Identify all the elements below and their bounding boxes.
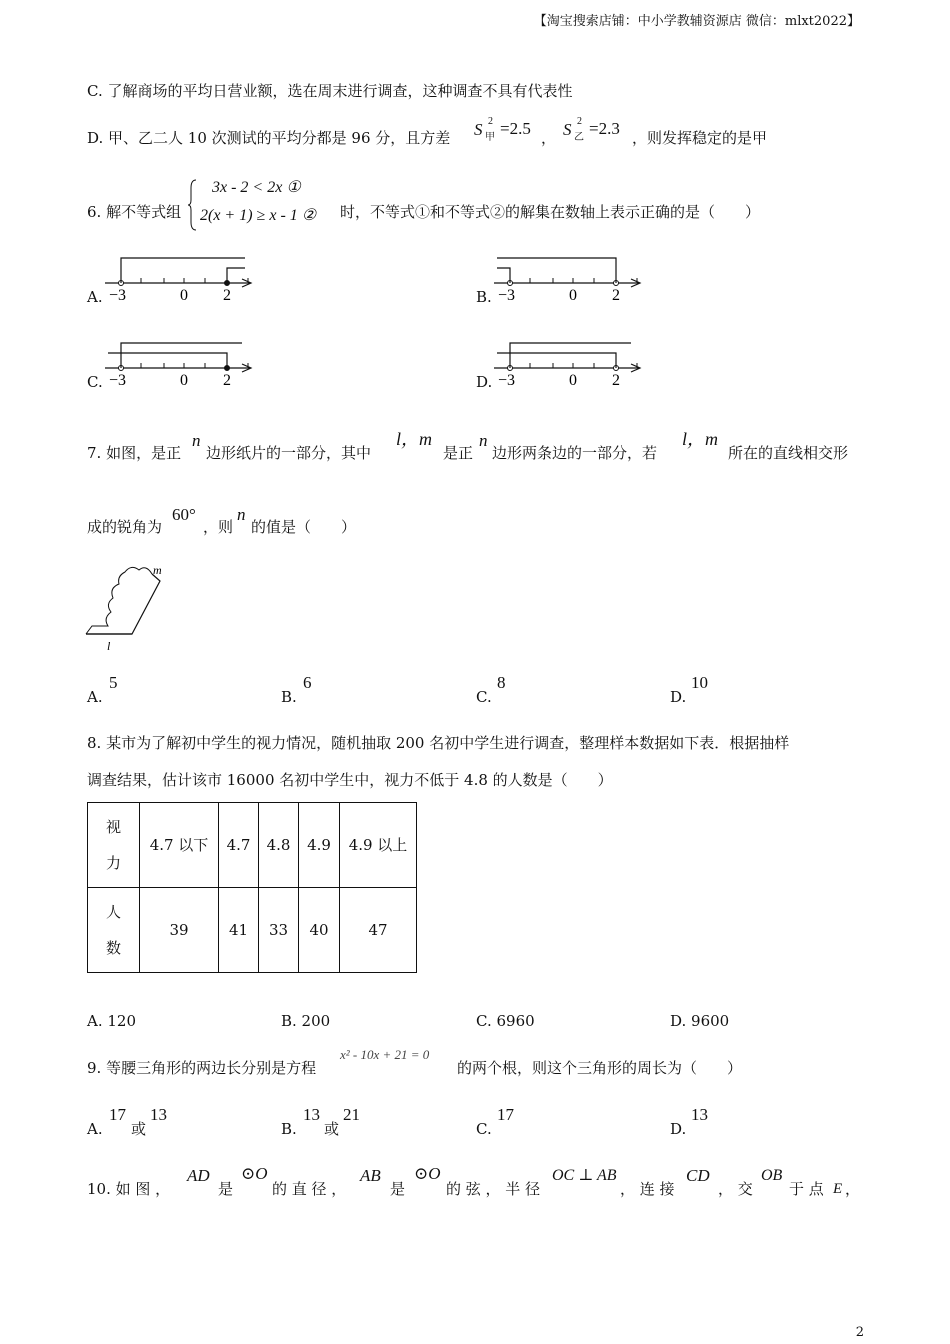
q7-option-a-label: A.: [87, 688, 103, 706]
q6-option-c-label: C.: [87, 373, 103, 391]
q6-b-tick-0: 0: [569, 287, 577, 304]
table-header-cell: 4.7 以下: [140, 803, 219, 888]
q7-option-b-value: 6: [303, 673, 312, 692]
q10-ab: AB: [360, 1166, 381, 1185]
q6-c-tick-2: 2: [223, 372, 231, 389]
q9-option-c-value: 17: [497, 1105, 514, 1124]
q6-option-b-label: B.: [476, 288, 492, 306]
q8-option-a: A. 120: [87, 1012, 136, 1030]
q10-perpendicular: OC ⊥ AB: [552, 1167, 617, 1184]
q7-text-8: 的值是（ ）: [251, 518, 357, 536]
q6-intro: 6. 解不等式组: [87, 203, 182, 221]
q7-option-a-value: 5: [109, 673, 118, 692]
q10-text-3: 的 直 径 ，: [272, 1180, 347, 1198]
table-cell: 47: [340, 888, 417, 973]
q7-n-1: n: [192, 431, 201, 450]
q6-b-tick-2: 2: [612, 287, 620, 304]
q10-text-2: 是: [218, 1180, 234, 1198]
q5-separator: ，: [541, 129, 557, 147]
q6-a-tick-0: 0: [180, 287, 188, 304]
table-header-cell: 4.9: [299, 803, 340, 888]
page-header: 【淘宝搜索店铺：中小学教辅资源店 微信：mlxt2022】: [533, 14, 860, 29]
q9-option-a-or: 或: [131, 1120, 147, 1138]
q10-ob: OB: [761, 1167, 783, 1184]
q7-text-5: 所在的直线相交形: [728, 444, 849, 462]
table-row: [88, 888, 417, 973]
q5-option-d-conclusion: ，则发挥稳定的是甲: [632, 129, 768, 147]
q10-e: E: [833, 1181, 843, 1197]
q7-text-6: 成的锐角为: [87, 518, 163, 536]
q9-equation: x² - 10x + 21 = 0: [340, 1047, 430, 1062]
vision-data-table: [87, 802, 417, 973]
q9-option-a-second: 13: [150, 1105, 167, 1124]
table-cell: 41: [219, 888, 259, 973]
q7-text-2: 边形纸片的一部分，其中: [206, 444, 372, 462]
q8-line-2: 调查结果，估计该市 16000 名初中学生中，视力不低于 4.8 的人数是（ ）: [87, 771, 613, 789]
table-cell: 40: [299, 888, 340, 973]
q7-n-2: n: [479, 431, 488, 450]
q5-variance-symbol-yi: S: [563, 120, 572, 139]
q6-c-tick-0: 0: [180, 372, 188, 389]
q6-a-tick-2: 2: [223, 287, 231, 304]
page-number: 2: [855, 1325, 864, 1340]
q6-c-tick-neg3: −3: [109, 372, 127, 389]
q5-variance-sub-jia: 甲: [485, 132, 495, 143]
q6-d-tick-neg3: −3: [498, 372, 516, 389]
q7-option-c-label: C.: [476, 688, 492, 706]
q10-cd: CD: [686, 1166, 710, 1185]
q7-text-7: ，则: [203, 518, 234, 536]
table-cell: 39: [140, 888, 219, 973]
q9-option-b-label: B.: [281, 1120, 297, 1138]
q9-option-b-first: 13: [303, 1105, 320, 1124]
q10-text-7: ， 交: [718, 1180, 753, 1198]
q9-option-d-label: D.: [670, 1120, 687, 1138]
q8-option-c: C. 6960: [476, 1012, 535, 1030]
table-header-cell: 4.9 以上: [340, 803, 417, 888]
q10-circle-o-1: ⊙O: [241, 1164, 268, 1183]
q6-system-brace: [188, 178, 198, 232]
q10-text-9: ，: [845, 1180, 861, 1198]
q7-figure-label-l: l: [107, 639, 111, 653]
q5-variance-value-yi: =2.3: [589, 119, 620, 138]
table-row-header-vision: 视 力: [88, 803, 140, 888]
q5-variance-value-jia: =2.5: [500, 119, 531, 138]
q6-option-b-number-line: [489, 250, 649, 304]
q8-option-d: D. 9600: [670, 1012, 730, 1030]
q6-inequality-2: 2(x + 1) ≥ x - 1 ②: [200, 207, 317, 224]
q5-option-d-intro: D. 甲、乙二人 10 次测试的平均分都是 96 分，且方差: [87, 129, 451, 147]
table-row-header-count: 人 数: [88, 888, 140, 973]
q5-variance-symbol-jia: S: [474, 120, 483, 139]
q10-text-5: 的 弦 ， 半 径: [446, 1180, 541, 1198]
q10-ad: AD: [187, 1166, 210, 1185]
q6-option-a-number-line: [100, 250, 260, 304]
q9-question: 的两个根，则这个三角形的周长为（ ）: [457, 1059, 743, 1077]
q9-option-d-value: 13: [691, 1105, 708, 1124]
q10-text-1: 10. 如 图 ，: [87, 1180, 171, 1198]
q9-option-b-second: 21: [343, 1105, 360, 1124]
q7-option-c-value: 8: [497, 673, 506, 692]
table-cell: 33: [259, 888, 299, 973]
q10-circle-o-2: ⊙O: [414, 1164, 441, 1183]
q7-text-4: 边形两条边的一部分，若: [492, 444, 658, 462]
q7-option-d-label: D.: [670, 688, 687, 706]
q7-option-b-label: B.: [281, 688, 297, 706]
q9-option-a-first: 17: [109, 1105, 126, 1124]
q5-variance-sup-jia: 2: [488, 116, 493, 127]
q9-option-c-label: C.: [476, 1120, 492, 1138]
q7-lm-2: l，m: [682, 429, 718, 449]
q7-text-1: 7. 如图，是正: [87, 444, 182, 462]
q6-option-a-label: A.: [87, 288, 103, 306]
table-header-cell: 4.7: [219, 803, 259, 888]
q5-option-c: C. 了解商场的平均日营业额，选在周末进行调查，这种调查不具有代表性: [87, 82, 573, 100]
table-row: [88, 803, 417, 888]
q8-option-b: B. 200: [281, 1012, 331, 1030]
q6-inequality-1: 3x - 2 < 2x ①: [212, 179, 301, 196]
q7-polygon-figure: [84, 560, 174, 655]
q6-option-d-number-line: [489, 335, 649, 389]
q7-figure-label-m: m: [153, 563, 162, 577]
q10-text-8: 于 点: [789, 1180, 824, 1198]
q6-d-tick-0: 0: [569, 372, 577, 389]
q7-text-3: 是正: [443, 444, 474, 462]
q6-a-tick-neg3: −3: [109, 287, 127, 304]
q9-intro: 9. 等腰三角形的两边长分别是方程: [87, 1059, 317, 1077]
q7-option-d-value: 10: [691, 673, 708, 692]
q9-option-b-or: 或: [324, 1120, 340, 1138]
table-header-cell: 4.8: [259, 803, 299, 888]
q10-text-4: 是: [390, 1180, 406, 1198]
q7-lm-1: l，m: [396, 429, 432, 449]
q5-variance-sub-yi: 乙: [574, 132, 584, 143]
q6-b-tick-neg3: −3: [498, 287, 516, 304]
q5-variance-sup-yi: 2: [577, 116, 582, 127]
q10-text-6: ， 连 接: [620, 1180, 675, 1198]
q7-angle: 60°: [172, 505, 196, 524]
q8-line-1: 8. 某市为了解初中学生的视力情况，随机抽取 200 名初中学生进行调查，整理样本数据如下表．根据抽样: [87, 734, 790, 752]
q7-n-3: n: [237, 505, 246, 524]
q6-d-tick-2: 2: [612, 372, 620, 389]
q9-option-a-label: A.: [87, 1120, 103, 1138]
q6-option-d-label: D.: [476, 373, 493, 391]
q6-question: 时，不等式①和不等式②的解集在数轴上表示正确的是（ ）: [340, 203, 761, 221]
q6-option-c-number-line: [100, 335, 260, 389]
